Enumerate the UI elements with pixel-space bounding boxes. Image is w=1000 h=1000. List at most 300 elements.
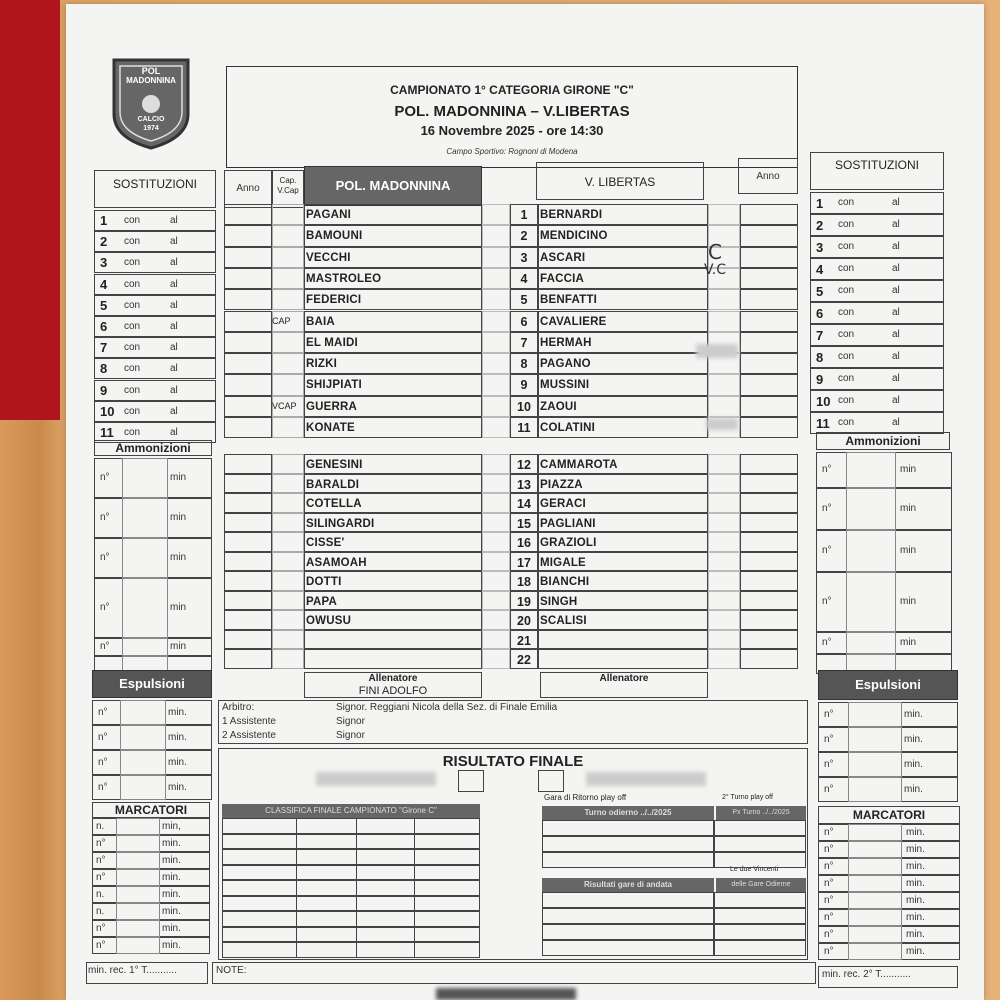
classifica-row[interactable] bbox=[222, 880, 480, 896]
away-cap-cell[interactable] bbox=[708, 513, 740, 533]
sub-number: 10 bbox=[816, 394, 831, 409]
sub-al-label: al bbox=[170, 405, 178, 417]
sub-al-label: al bbox=[892, 285, 900, 296]
sub-al-label: al bbox=[892, 197, 900, 208]
home-cap-cell[interactable] bbox=[272, 353, 304, 374]
marcatore-split bbox=[116, 835, 160, 852]
sub-row[interactable] bbox=[810, 368, 944, 390]
home-cap-cell[interactable] bbox=[272, 552, 304, 572]
sub-al-label: al bbox=[170, 257, 178, 269]
marcatore-min: min. bbox=[906, 946, 925, 957]
home-cap-cell[interactable] bbox=[272, 571, 304, 591]
sub-row[interactable] bbox=[94, 380, 216, 401]
away-cap-cell[interactable] bbox=[708, 474, 740, 494]
turno-row[interactable] bbox=[542, 940, 714, 956]
sub-row[interactable] bbox=[810, 214, 944, 236]
gap-cell bbox=[482, 417, 510, 438]
logo-line3: CALCIO bbox=[137, 116, 165, 123]
sub-row[interactable] bbox=[94, 337, 216, 358]
turno-row[interactable] bbox=[542, 924, 714, 940]
ammonizione-split bbox=[846, 452, 896, 488]
left-ammonizioni-title: Ammonizioni bbox=[115, 441, 191, 455]
home-anno-cell[interactable] bbox=[224, 513, 272, 533]
delle-gare-header: delle Gare Odierne bbox=[716, 878, 806, 892]
sub-con-label: con bbox=[124, 384, 141, 396]
espulsione-n: n° bbox=[98, 782, 108, 793]
assistente2-label: 2 Assistente bbox=[222, 730, 276, 741]
away-player-name: GERACI bbox=[540, 498, 586, 510]
classifica-row[interactable] bbox=[222, 818, 480, 834]
away-anno-cell[interactable] bbox=[740, 532, 798, 552]
sub-con-label: con bbox=[124, 342, 141, 354]
classifica-row[interactable] bbox=[222, 927, 480, 943]
sub-al-label: al bbox=[170, 236, 178, 248]
away-cap-cell[interactable] bbox=[708, 289, 740, 310]
home-anno-cell[interactable] bbox=[224, 417, 272, 438]
away-cap-cell[interactable] bbox=[708, 454, 740, 474]
shirt-number: 10 bbox=[517, 399, 531, 414]
home-score-box bbox=[458, 770, 484, 792]
sub-con-label: con bbox=[838, 417, 855, 428]
home-player-name: COTELLA bbox=[306, 498, 362, 510]
espulsione-n: n° bbox=[824, 784, 834, 795]
away-player-name: BIANCHI bbox=[540, 576, 590, 588]
left-marcatori-title: MARCATORI bbox=[114, 803, 188, 817]
home-anno-cell[interactable] bbox=[224, 610, 272, 630]
club-logo bbox=[110, 54, 192, 150]
away-cap-cell[interactable] bbox=[708, 532, 740, 552]
sub-al-label: al bbox=[892, 417, 900, 428]
away-anno-cell[interactable] bbox=[740, 474, 798, 494]
turno-row[interactable] bbox=[542, 820, 714, 836]
home-cap-cell[interactable] bbox=[272, 204, 304, 225]
sub-row[interactable] bbox=[94, 210, 216, 231]
marcatore-split bbox=[116, 937, 160, 954]
home-anno-cell[interactable] bbox=[224, 591, 272, 611]
marcatore-split bbox=[116, 903, 160, 920]
turno-row[interactable] bbox=[714, 924, 806, 940]
away-cap-cell[interactable] bbox=[708, 374, 740, 395]
away-anno-cell[interactable] bbox=[740, 396, 798, 417]
home-anno-cell[interactable] bbox=[224, 311, 272, 332]
classifica-row[interactable] bbox=[222, 849, 480, 865]
away-anno-cell[interactable] bbox=[740, 571, 798, 591]
away-anno-cell[interactable] bbox=[740, 247, 798, 268]
sub-con-label: con bbox=[838, 395, 855, 406]
home-cap-cell[interactable] bbox=[272, 225, 304, 246]
espulsione-split bbox=[120, 775, 166, 800]
home-cap-cell[interactable] bbox=[272, 268, 304, 289]
ammonizione-split bbox=[122, 578, 168, 638]
sub-al-label: al bbox=[892, 373, 900, 384]
home-anno-label: Anno bbox=[236, 183, 260, 194]
home-anno-cell[interactable] bbox=[224, 474, 272, 494]
sub-number: 3 bbox=[100, 255, 108, 271]
assistente1-signor: Signor bbox=[336, 716, 365, 727]
away-player-name: BERNARDI bbox=[540, 209, 603, 221]
sub-row[interactable] bbox=[810, 412, 944, 434]
sub-al-label: al bbox=[170, 427, 178, 438]
sub-con-label: con bbox=[124, 363, 141, 375]
sub-number: 1 bbox=[100, 213, 108, 228]
sub-con-label: con bbox=[838, 263, 855, 274]
away-anno-cell[interactable] bbox=[740, 513, 798, 533]
home-cap-cell[interactable] bbox=[272, 417, 304, 438]
away-anno-cell[interactable] bbox=[740, 289, 798, 310]
sub-row[interactable] bbox=[94, 252, 216, 273]
away-player-name: SCALISI bbox=[540, 615, 587, 627]
sub-con-label: con bbox=[838, 197, 855, 208]
classifica-row[interactable] bbox=[222, 911, 480, 927]
away-anno-cell[interactable] bbox=[740, 454, 798, 474]
sub-row[interactable] bbox=[810, 192, 944, 214]
marcatore-split bbox=[848, 943, 902, 960]
home-player-name: EL MAIDI bbox=[306, 336, 358, 349]
home-cap-mark: VCAP bbox=[272, 400, 297, 411]
sub-row[interactable] bbox=[810, 258, 944, 280]
away-score-box bbox=[538, 770, 564, 792]
home-anno-cell[interactable] bbox=[224, 374, 272, 395]
classifica-row[interactable] bbox=[222, 834, 480, 850]
espulsione-split bbox=[120, 700, 166, 725]
right-marcatori-title: MARCATORI bbox=[852, 808, 926, 822]
away-player-name: SINGH bbox=[540, 595, 578, 608]
away-player-name: ZAOUI bbox=[540, 400, 577, 413]
home-cap-cell[interactable] bbox=[272, 630, 304, 650]
away-cap-cell[interactable] bbox=[708, 493, 740, 513]
home-player-name: PAPA bbox=[306, 595, 338, 608]
sub-row[interactable] bbox=[810, 324, 944, 346]
marcatore-n: n° bbox=[824, 861, 834, 872]
sub-number: 6 bbox=[100, 319, 108, 334]
match-date: 16 Novembre 2025 - ore 14:30 bbox=[420, 123, 604, 138]
left-espulsioni-title: Espulsioni bbox=[92, 670, 212, 698]
home-cap-cell[interactable] bbox=[272, 454, 304, 474]
away-anno-cell[interactable] bbox=[740, 610, 798, 630]
home-cap-cell[interactable] bbox=[272, 493, 304, 513]
sub-row[interactable] bbox=[94, 358, 216, 379]
away-player-name: MIGALE bbox=[540, 556, 586, 569]
home-cap-cell[interactable] bbox=[272, 591, 304, 611]
sub-row[interactable] bbox=[810, 280, 944, 302]
gap-cell bbox=[482, 204, 510, 225]
gap-cell bbox=[482, 649, 510, 669]
home-cap-cell[interactable] bbox=[272, 332, 304, 353]
away-anno-cell[interactable] bbox=[740, 225, 798, 246]
espulsione-min: min. bbox=[904, 709, 923, 720]
marcatore-n: n° bbox=[824, 912, 834, 923]
ammonizione-split bbox=[122, 498, 168, 538]
marcatore-min: min. bbox=[906, 844, 925, 855]
home-anno-cell[interactable] bbox=[224, 289, 272, 310]
turno-row[interactable] bbox=[714, 836, 806, 852]
away-player-name: MENDICINO bbox=[540, 230, 608, 243]
shirt-number: 16 bbox=[517, 536, 531, 550]
away-anno-cell[interactable] bbox=[740, 630, 798, 650]
sub-al-label: al bbox=[170, 215, 178, 226]
away-cap-cell[interactable] bbox=[708, 204, 740, 225]
home-anno-cell[interactable] bbox=[224, 552, 272, 572]
blurred-area bbox=[436, 988, 576, 1000]
turno-row[interactable] bbox=[714, 940, 806, 956]
home-anno-cell[interactable] bbox=[224, 396, 272, 417]
classifica-row[interactable] bbox=[222, 865, 480, 881]
sub-con-label: con bbox=[838, 285, 855, 296]
handwritten-vicecaptain-mark: V.C bbox=[704, 262, 726, 278]
gap-cell bbox=[482, 552, 510, 572]
marcatore-split bbox=[116, 852, 160, 869]
away-anno-cell[interactable] bbox=[740, 417, 798, 438]
espulsione-split bbox=[120, 725, 166, 750]
away-cap-cell[interactable] bbox=[708, 649, 740, 669]
away-player-name: PIAZZA bbox=[540, 478, 583, 491]
turno-row[interactable] bbox=[714, 852, 806, 868]
assistente1-label: 1 Assistente bbox=[222, 716, 276, 727]
turno-row[interactable] bbox=[542, 908, 714, 924]
marcatore-split bbox=[116, 869, 160, 886]
ammonizione-n: n° bbox=[822, 637, 832, 648]
home-cap-cell[interactable] bbox=[272, 289, 304, 310]
assistente2-signor: Signor bbox=[336, 730, 365, 741]
handwritten-captain-mark: C bbox=[708, 240, 722, 264]
espulsione-split bbox=[848, 727, 902, 752]
home-player-name: SILINGARDI bbox=[306, 517, 375, 530]
right-ammonizioni-title: Ammonizioni bbox=[845, 434, 921, 448]
away-anno-cell[interactable] bbox=[740, 332, 798, 353]
away-player-row[interactable] bbox=[538, 649, 708, 669]
espulsione-n: n° bbox=[98, 757, 108, 768]
sub-row[interactable] bbox=[94, 316, 216, 337]
home-anno-cell[interactable] bbox=[224, 332, 272, 353]
away-player-name: PAGLIANI bbox=[540, 517, 596, 530]
home-team-header: POL. MADONNINA bbox=[304, 166, 482, 206]
sub-number: 5 bbox=[100, 297, 108, 313]
away-cap-cell[interactable] bbox=[708, 630, 740, 650]
marcatore-n: n° bbox=[96, 838, 106, 849]
home-anno-cell[interactable] bbox=[224, 493, 272, 513]
turno-row[interactable] bbox=[714, 892, 806, 908]
away-cap-cell[interactable] bbox=[708, 552, 740, 572]
marcatore-min: min. bbox=[906, 827, 925, 838]
home-player-name: PAGANI bbox=[306, 209, 352, 221]
sub-row[interactable] bbox=[94, 231, 216, 252]
risultati-andata-header: Risultati gare di andata bbox=[542, 878, 714, 892]
marcatore-split bbox=[116, 818, 160, 835]
sub-number: 3 bbox=[816, 240, 824, 255]
shirt-number: 21 bbox=[517, 633, 531, 648]
sub-al-label: al bbox=[892, 329, 900, 340]
sub-con-label: con bbox=[838, 307, 855, 318]
marcatore-split bbox=[848, 892, 902, 909]
gap-cell bbox=[482, 630, 510, 650]
espulsione-n: n° bbox=[98, 732, 108, 743]
home-anno-cell[interactable] bbox=[224, 268, 272, 289]
away-player-row[interactable] bbox=[538, 630, 708, 650]
home-anno-cell[interactable] bbox=[224, 225, 272, 246]
home-cap-cell[interactable] bbox=[272, 610, 304, 630]
shirt-number: 9 bbox=[520, 378, 528, 393]
ammonizione-min: min bbox=[170, 512, 187, 523]
marcatore-min: min, bbox=[162, 821, 181, 832]
marcatore-min: min. bbox=[906, 895, 925, 906]
sub-al-label: al bbox=[170, 278, 178, 290]
away-player-name: FACCIA bbox=[540, 272, 585, 285]
home-cap-cell[interactable] bbox=[272, 474, 304, 494]
home-player-row[interactable] bbox=[304, 630, 482, 650]
ammonizione-n: n° bbox=[100, 472, 110, 483]
home-anno-cell[interactable] bbox=[224, 247, 272, 268]
home-cap-mark: CAP bbox=[272, 315, 291, 326]
logo-line4: 1974 bbox=[143, 125, 159, 132]
ammonizione-min: min bbox=[170, 472, 187, 483]
gara-ritorno-label: Gara di Ritorno play off bbox=[544, 793, 627, 802]
sub-number: 4 bbox=[816, 262, 824, 277]
away-anno-cell[interactable] bbox=[740, 353, 798, 374]
away-cap-cell[interactable] bbox=[708, 571, 740, 591]
gap-cell bbox=[482, 289, 510, 310]
home-anno-cell[interactable] bbox=[224, 532, 272, 552]
away-team-name: V. LIBERTAS bbox=[584, 175, 656, 189]
sub-number: 2 bbox=[100, 234, 108, 250]
shirt-number: 3 bbox=[520, 250, 528, 265]
turno-row[interactable] bbox=[542, 836, 714, 852]
marcatore-min: min. bbox=[162, 906, 181, 917]
away-anno-cell[interactable] bbox=[740, 268, 798, 289]
away-cap-cell[interactable] bbox=[708, 591, 740, 611]
red-object-background bbox=[0, 0, 60, 420]
home-cap-cell[interactable] bbox=[272, 649, 304, 669]
shirt-number: 5 bbox=[520, 293, 528, 308]
marcatore-n: n° bbox=[824, 929, 834, 940]
away-player-name: HERMAH bbox=[540, 336, 592, 349]
home-player-name: GENESINI bbox=[306, 459, 363, 471]
ammonizione-n: n° bbox=[100, 602, 110, 613]
home-player-row[interactable] bbox=[304, 649, 482, 669]
sub-al-label: al bbox=[892, 307, 900, 318]
turno-row[interactable] bbox=[542, 892, 714, 908]
espulsione-min: min. bbox=[168, 757, 187, 768]
sub-con-label: con bbox=[124, 257, 141, 269]
ammonizione-min: min bbox=[170, 552, 187, 563]
sub-number: 2 bbox=[816, 218, 824, 233]
gap-cell bbox=[482, 474, 510, 494]
sub-con-label: con bbox=[124, 405, 141, 417]
sub-number: 7 bbox=[100, 340, 108, 356]
espulsione-n: n° bbox=[824, 734, 834, 745]
home-player-name: CISSE' bbox=[306, 537, 345, 549]
ammonizione-min: min bbox=[900, 596, 917, 607]
ammonizione-n: n° bbox=[100, 641, 110, 652]
gap-cell bbox=[482, 332, 510, 353]
ammonizione-min: min bbox=[170, 602, 187, 613]
gap-cell bbox=[482, 396, 510, 417]
sub-con-label: con bbox=[838, 219, 855, 230]
ammonizione-min: min bbox=[900, 545, 917, 556]
turno-row[interactable] bbox=[542, 852, 714, 868]
shirt-number: 18 bbox=[517, 575, 531, 589]
home-anno-cell[interactable] bbox=[224, 454, 272, 474]
sub-al-label: al bbox=[170, 321, 178, 332]
classifica-col bbox=[414, 818, 415, 958]
away-cap-cell[interactable] bbox=[708, 396, 740, 417]
home-anno-cell[interactable] bbox=[224, 571, 272, 591]
home-cap-label: Cap. V.Cap bbox=[277, 176, 299, 195]
away-coach-label: Allenatore bbox=[599, 673, 649, 684]
sub-al-label: al bbox=[892, 219, 900, 230]
away-player-name: COLATINI bbox=[540, 422, 596, 434]
away-cap-cell[interactable] bbox=[708, 311, 740, 332]
sub-con-label: con bbox=[124, 299, 141, 311]
right-espulsioni-title: Espulsioni bbox=[818, 670, 958, 700]
sub-row[interactable] bbox=[810, 302, 944, 324]
away-anno-cell[interactable] bbox=[740, 374, 798, 395]
ammonizione-split bbox=[122, 458, 168, 498]
shirt-number: 7 bbox=[520, 335, 528, 350]
home-cap-cell[interactable] bbox=[272, 532, 304, 552]
espulsione-n: n° bbox=[98, 707, 108, 718]
sub-row[interactable] bbox=[810, 236, 944, 258]
home-player-name: FEDERICI bbox=[306, 294, 362, 307]
marcatore-n: n° bbox=[824, 844, 834, 855]
classifica-header: CLASSIFICA FINALE CAMPIONATO "Girone C" bbox=[222, 804, 480, 818]
away-cap-cell[interactable] bbox=[708, 610, 740, 630]
away-anno-cell[interactable] bbox=[740, 311, 798, 332]
away-player-name: BENFATTI bbox=[540, 294, 597, 307]
home-player-name: GUERRA bbox=[306, 400, 358, 413]
home-cap-cell[interactable] bbox=[272, 374, 304, 395]
home-player-name: BARALDI bbox=[306, 478, 360, 491]
home-player-name: VECCHI bbox=[306, 251, 351, 264]
home-cap-cell[interactable] bbox=[272, 513, 304, 533]
away-anno-cell[interactable] bbox=[740, 204, 798, 225]
away-anno-cell[interactable] bbox=[740, 493, 798, 513]
marcatore-split bbox=[848, 858, 902, 875]
ammonizione-split bbox=[122, 638, 168, 656]
gap-cell bbox=[482, 454, 510, 474]
home-anno-cell[interactable] bbox=[224, 353, 272, 374]
away-anno-cell[interactable] bbox=[740, 552, 798, 572]
classifica-row[interactable] bbox=[222, 942, 480, 958]
ammonizione-n: n° bbox=[822, 464, 832, 475]
sub-number: 6 bbox=[816, 306, 824, 321]
footer-min-rec-2: min. rec. 2° T........... bbox=[822, 969, 911, 980]
home-anno-cell[interactable] bbox=[224, 630, 272, 650]
home-anno-cell[interactable] bbox=[224, 204, 272, 225]
sub-number: 8 bbox=[100, 361, 108, 377]
logo-line2: MADONNINA bbox=[126, 76, 176, 85]
away-anno-cell[interactable] bbox=[740, 591, 798, 611]
sub-row[interactable] bbox=[810, 346, 944, 368]
turno-row[interactable] bbox=[714, 908, 806, 924]
away-anno-cell[interactable] bbox=[740, 649, 798, 669]
classifica-row[interactable] bbox=[222, 896, 480, 912]
sub-row[interactable] bbox=[94, 295, 216, 316]
shirt-number: 19 bbox=[517, 594, 531, 609]
sub-al-label: al bbox=[170, 299, 178, 311]
ammonizione-min: min bbox=[900, 503, 917, 514]
home-anno-cell[interactable] bbox=[224, 649, 272, 669]
turno-row[interactable] bbox=[714, 820, 806, 836]
marcatore-min: min. bbox=[162, 889, 181, 900]
espulsione-min: min. bbox=[904, 759, 923, 770]
marcatore-min: min. bbox=[906, 912, 925, 923]
home-cap-cell[interactable] bbox=[272, 247, 304, 268]
sub-row[interactable] bbox=[94, 274, 216, 295]
result-title: RISULTATO FINALE bbox=[442, 753, 584, 770]
espulsione-split bbox=[848, 702, 902, 727]
gap-cell bbox=[482, 311, 510, 332]
sub-con-label: con bbox=[124, 215, 141, 226]
